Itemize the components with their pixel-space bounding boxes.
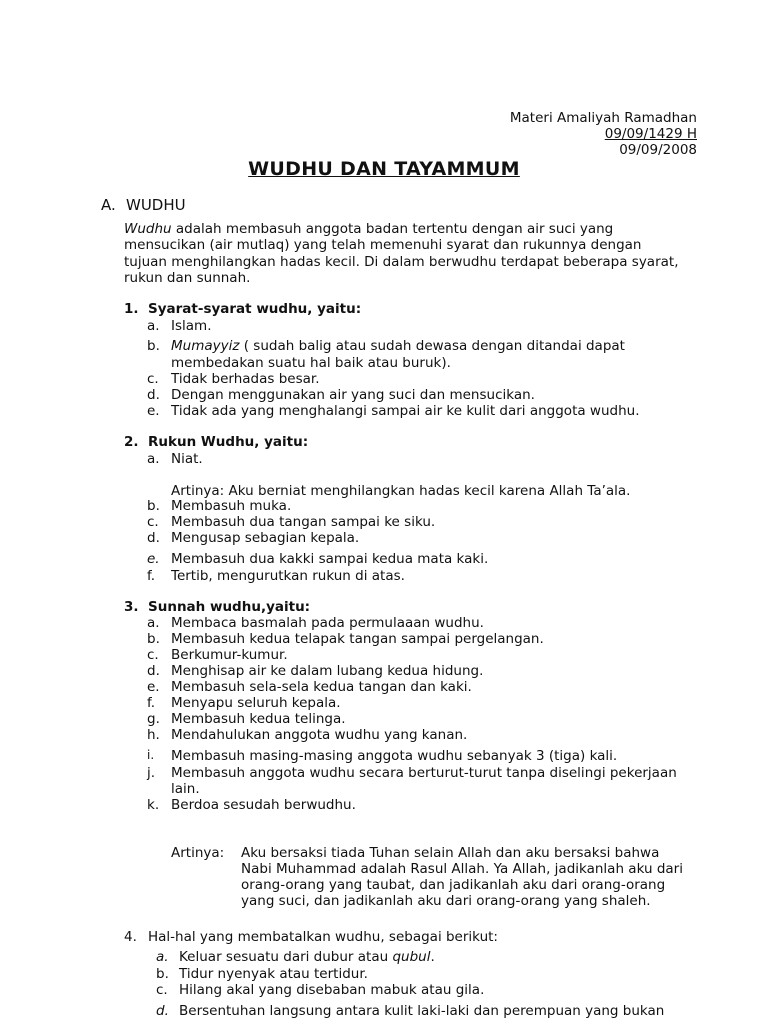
list-marker: e. [147, 403, 160, 419]
list-marker: b. [147, 631, 160, 647]
list-text: Menghisap air ke dalam lubang kedua hidung. [171, 663, 484, 679]
list-text [171, 338, 625, 354]
list-text: Membasuh sela-sela kedua tangan dan kaki. [171, 679, 472, 695]
section-a-marker: A. [101, 196, 116, 214]
list-marker: b. [147, 498, 160, 514]
mumayyiz-term: Mumayyiz [171, 338, 240, 354]
list-marker: c. [156, 982, 168, 998]
list-text: lain. [171, 781, 200, 797]
list-text: Menyapu seluruh kepala. [171, 695, 341, 711]
sunnah-marker: 3. [124, 599, 139, 615]
list-text: Membasuh dua tangan sampai ke siku. [171, 514, 436, 530]
list-marker: c. [147, 647, 159, 663]
list-text: Artinya: Aku berniat menghilangkan hadas kecil karena Allah Ta’ala. [171, 483, 631, 499]
list-text: Membasuh masing-masing anggota wudhu sebanyak 3 (tiga) kali. [171, 748, 618, 764]
list-text: Membasuh kedua telinga. [171, 711, 346, 727]
syarat-title: Syarat-syarat wudhu, yaitu: [148, 301, 362, 317]
list-marker: c. [147, 371, 159, 387]
list-text: Mengusap sebagian kepala. [171, 530, 360, 546]
list-text: Berkumur-kumur. [171, 647, 288, 663]
list-text-rest: ( sudah balig atau sudah dewasa dengan ditandai dapat [239, 338, 625, 354]
list-marker: b. [156, 966, 169, 982]
batal-title: Hal-hal yang membatalkan wudhu, sebagai berikut: [148, 929, 498, 945]
list-text: Islam. [171, 318, 212, 334]
list-text-end: . [430, 949, 435, 965]
list-text: Bersentuhan langsung antara kulit laki-laki dan perempuan yang bukan [179, 1003, 665, 1019]
list-marker: c. [147, 514, 159, 530]
list-marker: a. [147, 451, 160, 467]
list-marker: e. [147, 679, 160, 695]
list-marker: d. [147, 387, 160, 403]
list-marker: k. [147, 797, 160, 813]
list-text [179, 949, 435, 965]
list-marker: a. [147, 318, 160, 334]
list-text-main: Keluar sesuatu dari dubur atau [179, 949, 393, 965]
list-marker: e. [147, 551, 160, 567]
intro-term: Wudhu [124, 221, 172, 237]
list-marker: a. [147, 615, 160, 631]
sunnah-artinya-label: Artinya: [171, 845, 225, 861]
qubul-term: qubul [392, 949, 431, 965]
list-marker: g. [147, 711, 160, 727]
sunnah-artinya-line: yang suci, dan jadikanlah aku dari orang-orang yang shaleh. [241, 893, 651, 909]
list-marker: d. [147, 530, 160, 546]
list-text: Membasuh dua kakki sampai kedua mata kaki. [171, 551, 489, 567]
list-marker: d. [156, 1003, 169, 1019]
sunnah-artinya-line: Nabi Muhammad adalah Rasul Allah. Ya Allah, jadikanlah aku dari [241, 861, 683, 877]
header-materi: Materi Amaliyah Ramadhan [509, 110, 697, 126]
syarat-marker: 1. [124, 301, 139, 317]
intro-line-1 [124, 221, 613, 237]
document-title: WUDHU DAN TAYAMMUM [248, 158, 520, 180]
list-text: Tidak ada yang menghalangi sampai air ke kulit dari anggota wudhu. [171, 403, 640, 419]
list-text: Membasuh muka. [171, 498, 292, 514]
intro-text-1: adalah membasuh anggota badan tertentu dengan air suci yang [171, 221, 614, 237]
sunnah-artinya-line: Aku bersaksi tiada Tuhan selain Allah dan aku bersaksi bahwa [241, 845, 660, 861]
batal-marker: 4. [124, 929, 137, 945]
list-text: Tertib, mengurutkan rukun di atas. [171, 568, 405, 584]
list-text: Berdoa sesudah berwudhu. [171, 797, 356, 813]
list-text: Tidur nyenyak atau tertidur. [179, 966, 368, 982]
list-marker: f. [147, 568, 156, 584]
list-text: membedakan suatu hal baik atau buruk). [171, 355, 451, 371]
list-marker: b. [147, 338, 160, 354]
list-text: Membasuh anggota wudhu secara berturut-turut tanpa diselingi pekerjaan [171, 765, 677, 781]
list-marker: d. [147, 663, 160, 679]
list-text: Niat. [171, 451, 203, 467]
sunnah-artinya-line: orang-orang yang taubat, dan jadikanlah aku dari orang-orang [241, 877, 666, 893]
list-marker: j. [147, 765, 156, 781]
rukun-title: Rukun Wudhu, yaitu: [148, 434, 309, 450]
list-marker: h. [147, 727, 160, 743]
list-marker: a. [156, 949, 169, 965]
list-text: Membaca basmalah pada permulaaan wudhu. [171, 615, 484, 631]
header-hijri-date: 09/09/1429 H [604, 126, 697, 142]
header-masehi-date: 09/09/2008 [619, 142, 697, 158]
list-text: Dengan menggunakan air yang suci dan mensucikan. [171, 387, 535, 403]
intro-line-4: rukun dan sunnah. [124, 270, 251, 286]
list-marker: f. [147, 695, 156, 711]
list-text: Tidak berhadas besar. [171, 371, 320, 387]
list-marker: i. [147, 748, 155, 762]
rukun-marker: 2. [124, 434, 139, 450]
intro-line-2: mensucikan (air mutlaq) yang telah memenuhi syarat dan rukunnya dengan [124, 237, 642, 253]
list-text: Hilang akal yang disebaban mabuk atau gila. [179, 982, 485, 998]
section-a-title: WUDHU [126, 196, 186, 214]
list-text: Membasuh kedua telapak tangan sampai pergelangan. [171, 631, 544, 647]
sunnah-title: Sunnah wudhu,yaitu: [148, 599, 311, 615]
list-text: Mendahulukan anggota wudhu yang kanan. [171, 727, 468, 743]
intro-line-3: tujuan menghilangkan hadas kecil. Di dalam berwudhu terdapat beberapa syarat, [124, 254, 679, 270]
